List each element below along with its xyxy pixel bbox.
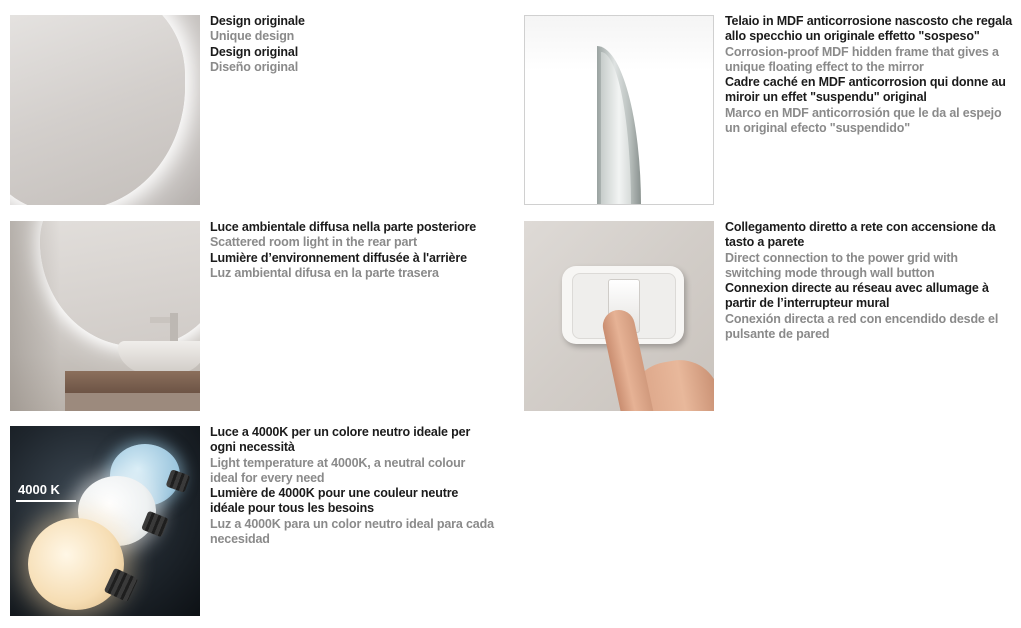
text-french: Connexion directe au réseau avec allumage à partir de l’interrupteur mural [725, 281, 989, 311]
text-italian: Telaio in MDF anticorrosione nascosto che regala allo specchio un originale effetto "sospeso" [725, 14, 1013, 44]
feature-text [210, 425, 495, 547]
wall-switch-photo [524, 221, 714, 411]
text-english: Light temperature at 4000K, a neutral colour ideal for every need [210, 455, 466, 485]
feature-text [725, 14, 1015, 136]
text-french: Lumière d’environnement diffusée à l'arrière [210, 250, 467, 265]
text-spanish: Diseño original [210, 59, 299, 74]
bathroom-photo [10, 221, 200, 411]
text-spanish: Luz ambiental difusa en la parte trasera [210, 265, 439, 280]
text-spanish: Luz a 4000K para un color neutro ideal para cada necesidad [210, 516, 494, 547]
feature-text [210, 220, 510, 281]
text-english: Corrosion-proof MDF hidden frame that gives a unique floating effect to the mirror [725, 44, 999, 74]
light-bulbs-photo [10, 426, 200, 616]
feature-text [210, 14, 510, 75]
mirror-photo [10, 15, 200, 205]
mirror-side-photo [524, 15, 714, 205]
feature-text [725, 220, 1015, 342]
color-temperature-label: 4000 K [18, 482, 60, 497]
text-french: Lumière de 4000K pour une couleur neutre idéale pour tous les besoins [210, 486, 459, 516]
text-english: Direct connection to the power grid with switching mode through wall button [725, 250, 958, 280]
label-underline [16, 500, 76, 502]
text-italian: Design originale [210, 14, 305, 28]
warm-bulb [28, 518, 124, 610]
text-spanish: Marco en MDF anticorrosión que le da al espejo un original efecto "suspendido" [725, 105, 1002, 136]
text-english: Unique design [210, 29, 295, 44]
text-spanish: Conexión directa a red con encendido desde el pulsante de pared [725, 311, 999, 342]
text-italian: Luce ambientale diffusa nella parte posteriore [210, 220, 477, 234]
text-italian: Luce a 4000K per un colore neutro ideale per ogni necessità [210, 425, 471, 455]
text-english: Scattered room light in the rear part [210, 235, 417, 250]
text-italian: Collegamento diretto a rete con accensione da tasto a parete [725, 220, 996, 250]
text-french: Design original [210, 44, 299, 59]
text-french: Cadre caché en MDF anticorrosion qui donne au miroir un effet "suspendu" original [725, 75, 1006, 105]
